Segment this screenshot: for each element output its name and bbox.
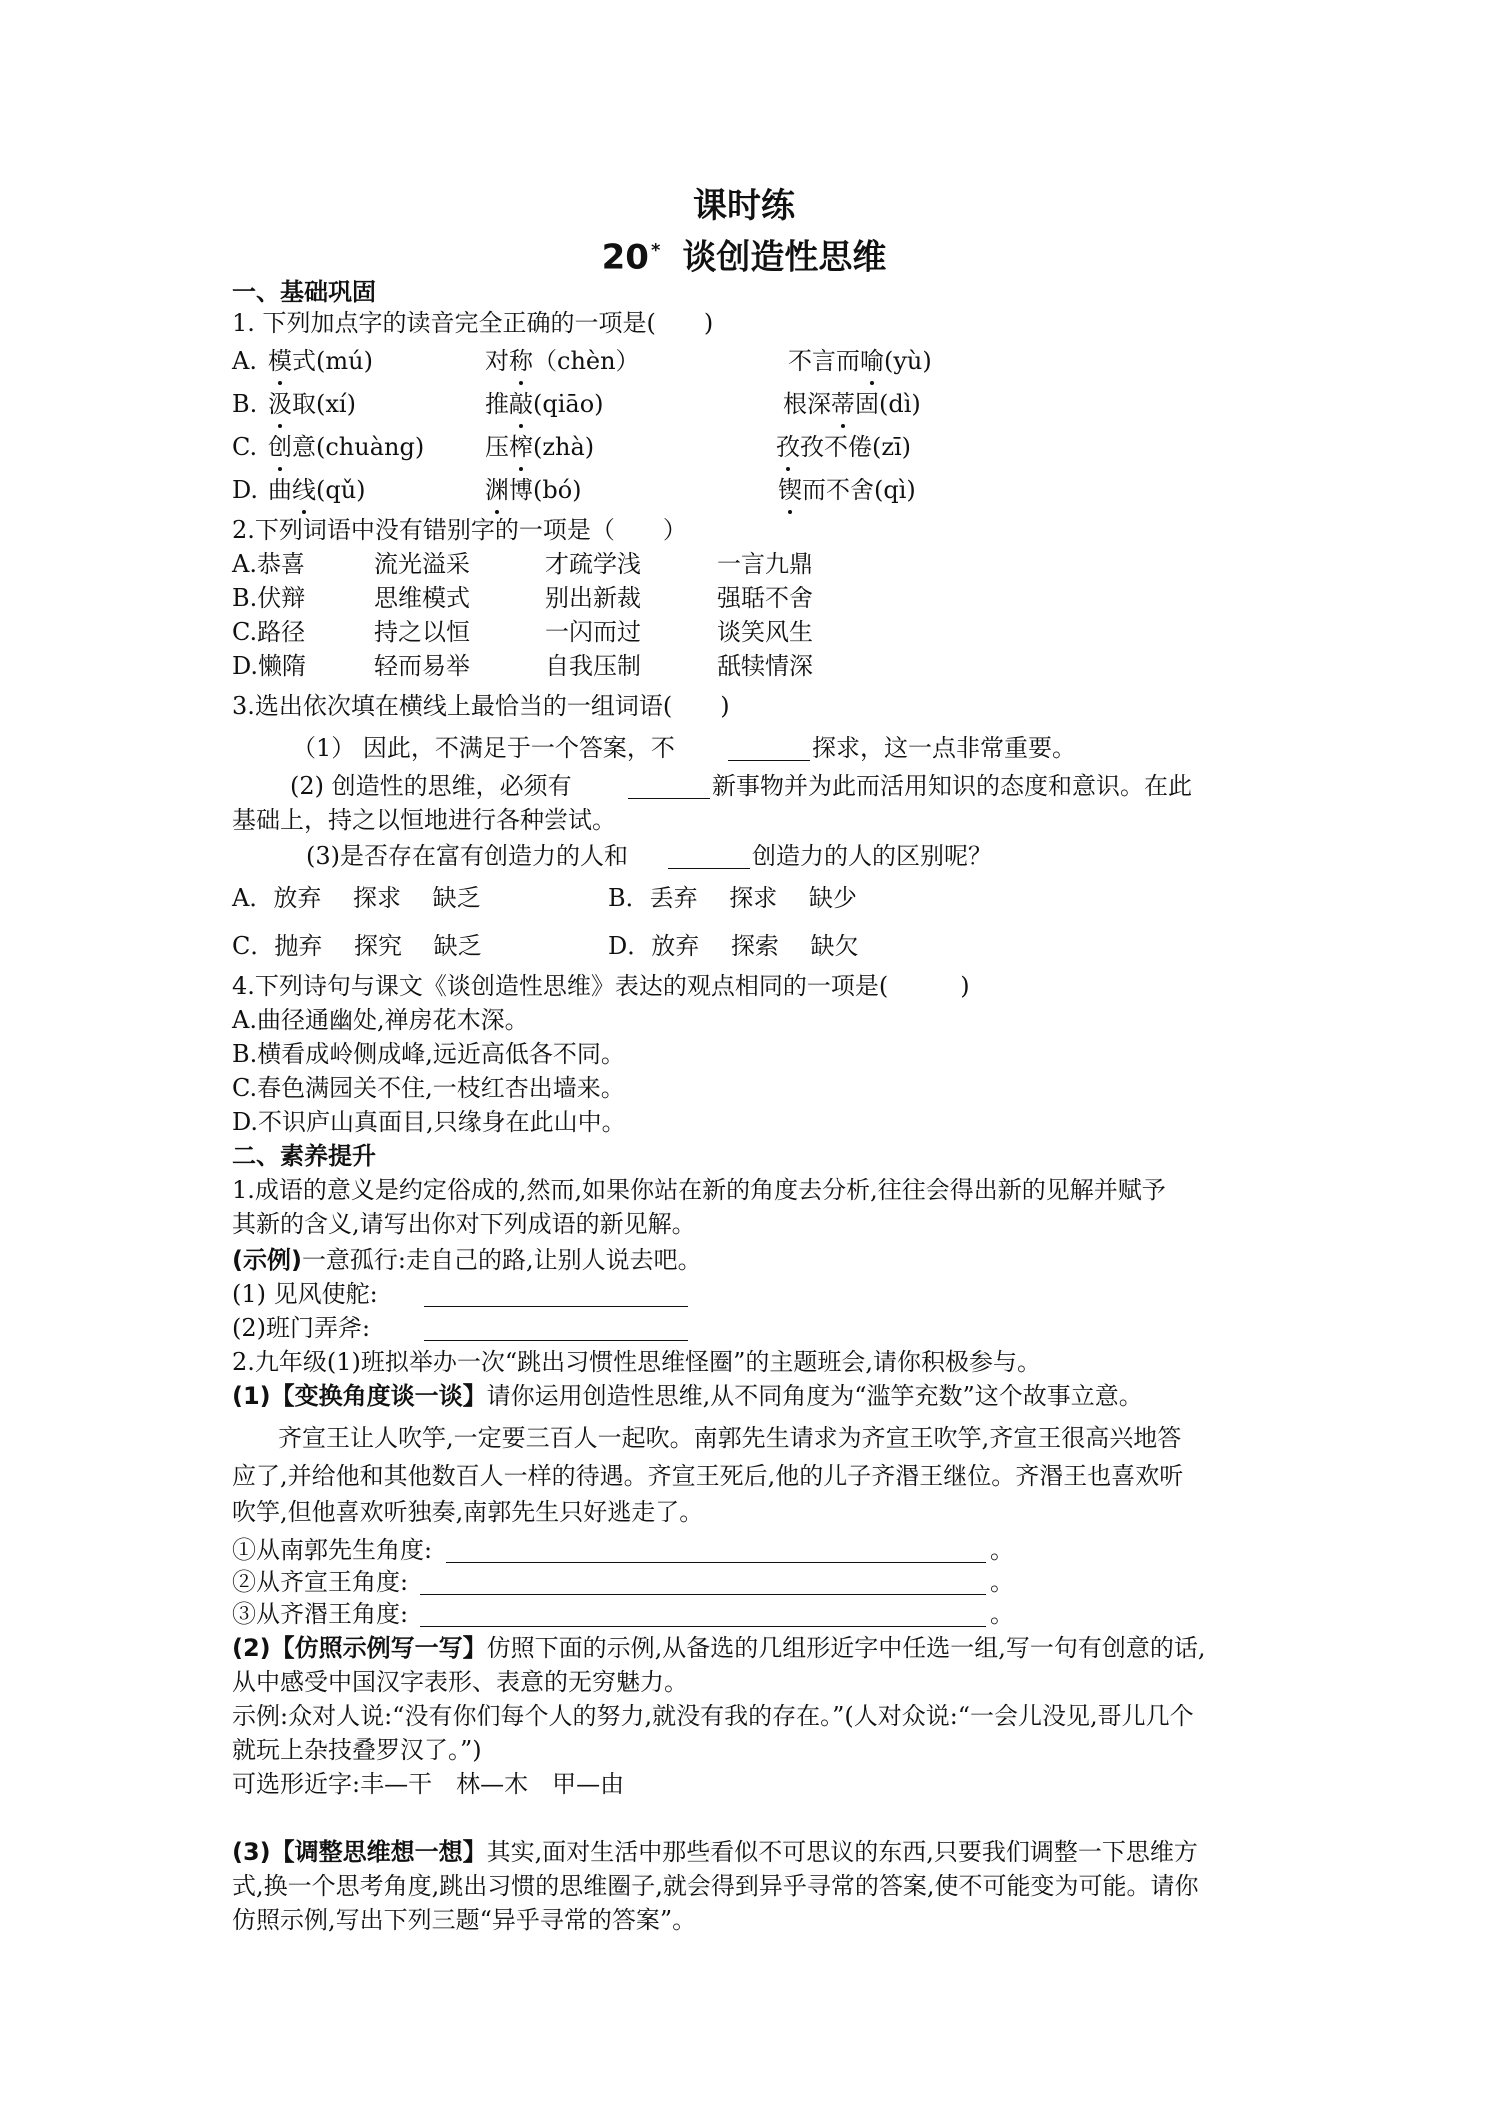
p2-sub-3-line-3: 仿照示例,写出下列三题“异乎寻常的答案”。: [232, 1906, 697, 1934]
p2-stem: 2.九年级(1)班拟举办一次“跳出习惯性思维怪圈”的主题班会,请你积极参与。: [232, 1348, 1042, 1376]
p2-sub-2-example-2: 就玩上杂技叠罗汉了。”): [232, 1736, 482, 1764]
worksheet-page: 课时练 20 * 谈创造性思维 一、基础巩固 1. 下列加点字的读音完全正确的一项是( ) A. 模式(mú) 对称（chèn） 不言而喻(yù) B. 汲取(xí) 推敲(qiāo) 根深蒂固(dì) C. 创意(chuàng) 压榨(zhà) 孜孜不倦(zī) D. 曲线(qǔ) 渊博(bó) 锲而不舍(qì) 2.下列词语中没有错别字的一项是（ ） A.恭喜 流光溢采 才疏学浅 一言九鼎 B.伏辩 思维模式 别出新裁 强聒不舍 C.路径 持之以恒 一闪而过 谈笑风生 D.懒隋 轻而易举 自我压制 舐犊情深 3.选出依次填在横线上最恰当的一组词语( ) （1） 因此，不满足于一个答案，不 探求，这一点非常重要。 (2) 创造性的思维，必须有 新事物并为此而活用知识的态度和意识。在此 基础上，持之以恒地进行各种尝试。 (3)是否存在富有创造力的人和 创造力的人的区别呢？ A．放弃 探求 缺乏 B．丢弃 探求 缺少 C．抛弃 探究 缺乏 D．放弃 探索 缺欠 4.下列诗句与课文《谈创造性思维》表达的观点相同的一项是( ) A.曲径通幽处,禅房花木深。 B.横看成岭侧成峰,远近高低各不同。 C.春色满园关不住,一枝红杏出墙来。 D.不识庐山真面目,只缘身在此山中。 二、素养提升 1.成语的意义是约定俗成的,然而,如果你站在新的角度去分析,往往会得出新的见解并赋予 其新的含义,请写出你对下列成语的新见解。 (示例)一意孤行:走自己的路,让别人说去吧。 (1) 见风使舵: (2)班门弄斧: 2.九年级(1)班拟举办一次“跳出习惯性思维怪圈”的主题班会,请你积极参与。 (1)【变换角度谈一谈】请你运用创造性思维,从不同角度为“滥竽充数”这个故事立意。 齐宣王让人吹竽,一定要三百人一起吹。南郭先生请求为齐宣王吹竽,齐宣王很高兴地答 应了,并给他和其他数百人一样的待遇。齐宣王死后,他的儿子齐湣王继位。齐湣王也喜欢听 吹竽,但他喜欢听独奏,南郭先生只好逃走了。 ①从南郭先生角度: 。 ②从齐宣王角度: 。 ③从齐湣王角度: 。 (2)【仿照示例写一写】仿照下面的示例,从备选的几组形近字中任选一组,写一句有创意的话, 从中感受中国汉字表形、表意的无穷魅力。 示例:众对人说:“没有你们每个人的努力,就没有我的存在。”(人对众说:“一会儿没见,哥儿几个 就玩上杂技叠罗汉了。”) 可选形近字:丰—干 林—木 甲—由 (3)【调整思维想一想】其实,面对生活中那些看似不可思议的东西,只要我们调整一下思维方 式,换一个思考角度,跳出习惯的思维圈子,就会得到异乎寻常的答案,使不可能变为可能。请你 仿照示例,写出下列三题“异乎寻常的答案”。: [0, 0, 1488, 2104]
lesson-title: [0, 230, 1488, 278]
q2-option-a-4: 一言九鼎: [717, 550, 813, 578]
q4-option-a: A.曲径通幽处,禅房花木深。: [232, 1006, 529, 1034]
q3-blank-3[interactable]: [668, 868, 750, 869]
q3-option-c: C．抛弃 探究 缺乏: [232, 932, 482, 960]
q3-sentence-2a: (2) 创造性的思维，必须有: [290, 772, 572, 800]
p2-story-line-3: 吹竽,但他喜欢听独奏,南郭先生只好逃走了。: [232, 1498, 704, 1526]
angle-3-period: 。: [990, 1600, 1014, 1628]
angle-3-label: ③从齐湣王角度:: [232, 1600, 409, 1628]
q2-option-b-1: B.伏辩: [232, 584, 306, 612]
q3-sentence-3b: 创造力的人的区别呢？: [752, 842, 992, 870]
p1-item-1-label: (1) 见风使舵:: [232, 1280, 378, 1308]
p2-sub-2-line-2: 从中感受中国汉字表形、表意的无穷魅力。: [232, 1668, 688, 1696]
section-heading-basic: 一、基础巩固: [232, 278, 376, 306]
q2-option-c-1: C.路径: [232, 618, 306, 646]
q2-option-c-3: 一闪而过: [545, 618, 641, 646]
q3-sentence-2c: 基础上，持之以恒地进行各种尝试。: [232, 806, 616, 834]
lesson-number: 20: [601, 237, 649, 278]
p1-item-1-answer-line[interactable]: [424, 1306, 688, 1307]
p1-example: (示例)一意孤行:走自己的路,让别人说去吧。: [232, 1246, 702, 1274]
q3-sentence-1a: （1） 因此，不满足于一个答案，不: [292, 734, 675, 762]
q3-blank-2[interactable]: [628, 798, 710, 799]
angle-1-period: 。: [990, 1536, 1014, 1564]
q2-option-a-1: A.恭喜: [232, 550, 305, 578]
q4-option-c: C.春色满园关不住,一枝红杏出墙来。: [232, 1074, 625, 1102]
q2-stem: 2.下列词语中没有错别字的一项是（ ）: [232, 516, 687, 544]
p2-sub-2-choices: 可选形近字:丰—干 林—木 甲—由: [232, 1770, 625, 1798]
lesson-star: *: [650, 240, 661, 261]
section-heading-advanced: 二、素养提升: [232, 1142, 376, 1170]
q2-option-b-4: 强聒不舍: [717, 584, 813, 612]
q3-sentence-1b: 探求，这一点非常重要。: [812, 734, 1076, 762]
p1-item-2-answer-line[interactable]: [424, 1340, 688, 1341]
p2-sub-3: (3)【调整思维想一想】其实,面对生活中那些看似不可思议的东西,只要我们调整一下思维方: [232, 1838, 1198, 1866]
p2-sub-2: (2)【仿照示例写一写】仿照下面的示例,从备选的几组形近字中任选一组,写一句有创意的话,: [232, 1634, 1206, 1662]
example-tag: (示例): [232, 1246, 302, 1274]
q3-option-a: A．放弃 探求 缺乏: [232, 884, 481, 912]
angle-2-period: 。: [990, 1568, 1014, 1596]
lesson-name: 谈创造性思维: [682, 237, 887, 278]
p1-intro-line-2: 其新的含义,请写出你对下列成语的新见解。: [232, 1210, 696, 1238]
q2-option-b-3: 别出新裁: [545, 584, 641, 612]
q2-option-d-1: D.懒隋: [232, 652, 307, 680]
p2-story-line-2: 应了,并给他和其他数百人一样的待遇。齐宣王死后,他的儿子齐湣王继位。齐湣王也喜欢听: [232, 1462, 1184, 1490]
p2-sub-2-example-1: 示例:众对人说:“没有你们每个人的努力,就没有我的存在。”(人对众说:“一会儿没见,哥儿几个: [232, 1702, 1194, 1730]
q2-option-c-2: 持之以恒: [374, 618, 470, 646]
q4-option-b: B.横看成岭侧成峰,远近高低各不同。: [232, 1040, 625, 1068]
q4-option-d: D.不识庐山真面目,只缘身在此山中。: [232, 1108, 626, 1136]
page-title: 课时练: [693, 186, 795, 226]
q2-option-d-3: 自我压制: [545, 652, 641, 680]
q3-stem: 3.选出依次填在横线上最恰当的一组词语( ): [232, 692, 730, 720]
q2-option-a-3: 才疏学浅: [545, 550, 641, 578]
angle-2-answer-line[interactable]: [420, 1594, 986, 1595]
q3-option-b: B．丢弃 探求 缺少: [608, 884, 857, 912]
q4-stem: 4.下列诗句与课文《谈创造性思维》表达的观点相同的一项是( ): [232, 972, 970, 1000]
q3-option-d: D．放弃 探索 缺欠: [608, 932, 859, 960]
q2-option-b-2: 思维模式: [374, 584, 470, 612]
angle-1-answer-line[interactable]: [446, 1562, 986, 1563]
q2-option-d-2: 轻而易举: [374, 652, 470, 680]
q3-sentence-2b: 新事物并为此而活用知识的态度和意识。在此: [712, 772, 1192, 800]
angle-3-answer-line[interactable]: [420, 1626, 986, 1627]
p2-sub-3-line-2: 式,换一个思考角度,跳出习惯的思维圈子,就会得到异乎寻常的答案,使不可能变为可能。请你: [232, 1872, 1199, 1900]
q2-option-c-4: 谈笑风生: [717, 618, 813, 646]
p2-story-line-1: 齐宣王让人吹竽,一定要三百人一起吹。南郭先生请求为齐宣王吹竽,齐宣王很高兴地答: [278, 1424, 1182, 1452]
p1-intro-line-1: 1.成语的意义是约定俗成的,然而,如果你站在新的角度去分析,往往会得出新的见解并赋予: [232, 1176, 1166, 1204]
p1-item-2-label: (2)班门弄斧:: [232, 1314, 371, 1342]
angle-2-label: ②从齐宣王角度:: [232, 1568, 409, 1596]
q1-stem: 1. 下列加点字的读音完全正确的一项是( ): [232, 309, 714, 337]
angle-1-label: ①从南郭先生角度:: [232, 1536, 433, 1564]
q3-sentence-3a: (3)是否存在富有创造力的人和: [306, 842, 628, 870]
p2-sub-1: (1)【变换角度谈一谈】请你运用创造性思维,从不同角度为“滥竽充数”这个故事立意。: [232, 1382, 1143, 1410]
q3-blank-1[interactable]: [728, 760, 810, 761]
q2-option-d-4: 舐犊情深: [717, 652, 813, 680]
q2-option-a-2: 流光溢采: [374, 550, 470, 578]
